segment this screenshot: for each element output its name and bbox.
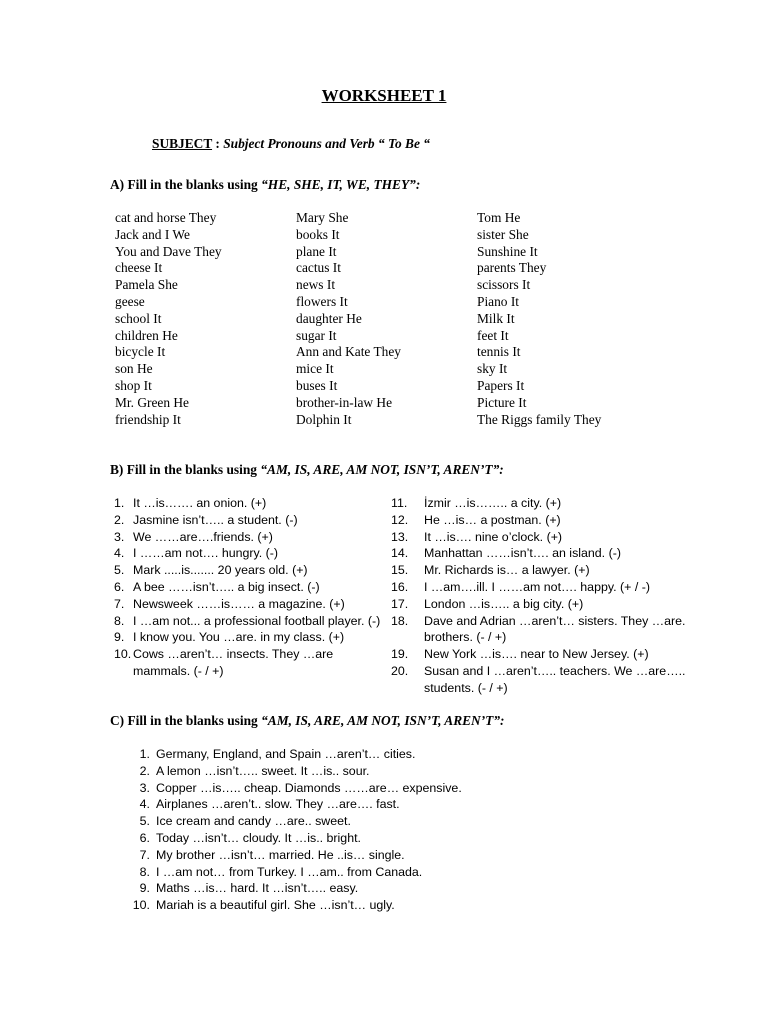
item-number: 7. bbox=[114, 596, 125, 611]
answer-entry: The Riggs family They bbox=[477, 411, 602, 427]
answer-entry: tennis It bbox=[477, 344, 521, 360]
item-text: I …am not… from Turkey. I …am.. from Canada. bbox=[156, 864, 423, 879]
exercise-item bbox=[391, 495, 731, 512]
answer-entry: Jack and I We bbox=[115, 226, 190, 242]
exercise-item bbox=[391, 512, 731, 529]
exercise-item bbox=[132, 830, 462, 847]
worksheet-title bbox=[0, 86, 768, 106]
subject-label: SUBJECT bbox=[152, 136, 213, 151]
exercise-item bbox=[114, 629, 386, 646]
section-b-heading-prefix: B) Fill in the blanks using bbox=[110, 462, 261, 477]
item-number: 17. bbox=[391, 596, 409, 611]
item-text: New York …is…. near to New Jersey. (+) bbox=[424, 647, 649, 662]
section-a-column-3 bbox=[477, 210, 601, 428]
section-b-right-column bbox=[391, 495, 731, 697]
subject-line bbox=[152, 136, 430, 152]
item-number: 1. bbox=[139, 747, 150, 761]
item-text: Maths …is… hard. It …isn’t….. easy. bbox=[156, 881, 359, 896]
subject-topic: Subject Pronouns and Verb “ To Be “ bbox=[223, 136, 430, 151]
item-number: 8. bbox=[139, 864, 150, 879]
item-text: Manhattan ……isn’t…. an island. (-) bbox=[424, 546, 621, 561]
item-number: 19. bbox=[391, 647, 409, 662]
item-text: I know you. You …are. in my class. (+) bbox=[133, 630, 345, 645]
answer-entry: books It bbox=[296, 226, 340, 242]
answer-entry: sugar It bbox=[296, 327, 337, 343]
item-text: It …is……. an onion. (+) bbox=[133, 496, 267, 510]
exercise-item bbox=[391, 663, 731, 697]
answer-entry: cat and horse They bbox=[115, 210, 217, 225]
item-text: Newsweek ……is…… a magazine. (+) bbox=[133, 596, 345, 611]
exercise-item bbox=[132, 864, 462, 881]
section-a-column-1 bbox=[115, 210, 222, 428]
exercise-item bbox=[132, 897, 462, 914]
answer-entry: Ann and Kate They bbox=[296, 344, 401, 360]
section-c-heading-prefix: C) Fill in the blanks using bbox=[110, 713, 262, 728]
answer-entry: Mr. Green He bbox=[115, 394, 189, 410]
exercise-item bbox=[114, 545, 386, 562]
answer-entry: Piano It bbox=[477, 293, 520, 309]
section-a-column-2 bbox=[296, 210, 401, 428]
answer-entry: sister She bbox=[477, 226, 529, 242]
section-b-heading-quote: “AM, IS, ARE, AM NOT, ISN’T, AREN’T”: bbox=[260, 462, 504, 477]
item-number: 1. bbox=[114, 496, 125, 510]
exercise-item bbox=[114, 579, 386, 596]
answer-entry: Picture It bbox=[477, 394, 527, 410]
answer-entry: cheese It bbox=[115, 260, 163, 276]
section-b-left-column bbox=[114, 495, 386, 680]
item-number: 3. bbox=[114, 529, 125, 544]
answer-entry: parents They bbox=[477, 260, 547, 276]
answer-entry: bicycle It bbox=[115, 344, 166, 360]
item-text: A bee ……isn’t….. a big insect. (-) bbox=[133, 579, 320, 594]
item-number: 9. bbox=[114, 630, 125, 645]
item-text: Cows …aren’t… insects. They …are mammals. (- / +) bbox=[133, 647, 334, 678]
item-text: Today …isn’t… cloudy. It …is.. bright. bbox=[156, 830, 361, 845]
item-text: London …is….. a big city. (+) bbox=[424, 596, 584, 611]
item-number: 20. bbox=[391, 663, 409, 678]
exercise-item bbox=[391, 562, 731, 579]
answer-entry: buses It bbox=[296, 377, 338, 393]
item-number: 8. bbox=[114, 613, 125, 628]
item-text: Copper …is….. cheap. Diamonds ……are… expensive. bbox=[156, 780, 462, 795]
item-number: 11. bbox=[391, 496, 408, 510]
answer-entry: son He bbox=[115, 361, 153, 377]
item-number: 15. bbox=[391, 563, 409, 578]
answer-entry: news It bbox=[296, 277, 336, 293]
item-number: 7. bbox=[139, 847, 150, 862]
item-number: 14. bbox=[391, 546, 409, 561]
answer-entry: Papers It bbox=[477, 377, 525, 393]
section-c-heading bbox=[110, 713, 505, 729]
answer-entry: children He bbox=[115, 327, 178, 343]
exercise-item bbox=[132, 880, 462, 897]
answer-entry: Mary She bbox=[296, 210, 349, 225]
exercise-item bbox=[114, 596, 386, 613]
item-text: He …is… a postman. (+) bbox=[424, 512, 561, 527]
answer-entry: flowers It bbox=[296, 293, 348, 309]
item-number: 18. bbox=[391, 613, 409, 628]
section-a-heading-quote: “HE, SHE, IT, WE, THEY”: bbox=[261, 177, 421, 192]
item-number: 9. bbox=[139, 881, 150, 896]
exercise-item bbox=[391, 545, 731, 562]
item-number: 6. bbox=[139, 830, 150, 845]
exercise-item bbox=[114, 495, 386, 512]
exercise-item bbox=[391, 596, 731, 613]
exercise-item bbox=[132, 847, 462, 864]
section-c-heading-quote: “AM, IS, ARE, AM NOT, ISN’T, AREN’T”: bbox=[261, 713, 505, 728]
answer-entry: scissors It bbox=[477, 277, 531, 293]
answer-entry: Tom He bbox=[477, 210, 521, 225]
exercise-item bbox=[391, 579, 731, 596]
item-number: 16. bbox=[391, 579, 409, 594]
exercise-item bbox=[132, 796, 462, 813]
item-text: I …am….ill. I ……am not…. happy. (+ / -) bbox=[424, 579, 650, 594]
item-text: Ice cream and candy …are.. sweet. bbox=[156, 814, 351, 829]
answer-entry: school It bbox=[115, 310, 162, 326]
item-text: We ……are….friends. (+) bbox=[133, 529, 273, 544]
item-text: İzmir …is…….. a city. (+) bbox=[424, 496, 562, 510]
exercise-item bbox=[114, 646, 386, 680]
answer-entry: shop It bbox=[115, 377, 152, 393]
exercise-item bbox=[132, 746, 462, 763]
answer-entry: Sunshine It bbox=[477, 243, 538, 259]
answer-entry: sky It bbox=[477, 361, 508, 377]
item-number: 3. bbox=[139, 780, 150, 795]
answer-entry: cactus It bbox=[296, 260, 341, 276]
exercise-item bbox=[391, 529, 731, 546]
item-number: 6. bbox=[114, 579, 125, 594]
answer-entry: brother-in-law He bbox=[296, 394, 393, 410]
item-number: 12. bbox=[391, 512, 409, 527]
item-text: Airplanes …aren’t.. slow. They …are…. fast. bbox=[156, 797, 400, 812]
item-number: 10. bbox=[132, 898, 150, 913]
exercise-item bbox=[391, 613, 731, 647]
item-text: My brother …isn’t… married. He ..is… single. bbox=[156, 847, 405, 862]
section-a-heading-prefix: A) Fill in the blanks using bbox=[110, 177, 262, 192]
worksheet-title-text: WORKSHEET 1 bbox=[321, 86, 447, 105]
exercise-item bbox=[114, 529, 386, 546]
answer-entry: feet It bbox=[477, 327, 509, 343]
item-text: I …am not... a professional football player. (-) bbox=[133, 613, 381, 628]
item-text: Jasmine isn’t….. a student. (-) bbox=[133, 512, 298, 527]
item-number: 4. bbox=[139, 797, 150, 812]
exercise-item bbox=[114, 512, 386, 529]
section-c-list bbox=[132, 746, 462, 914]
item-number: 2. bbox=[139, 763, 150, 778]
answer-entry: Dolphin It bbox=[296, 411, 352, 427]
item-text: Mr. Richards is… a lawyer. (+) bbox=[424, 563, 590, 578]
exercise-item bbox=[132, 780, 462, 797]
item-text: Susan and I …aren’t….. teachers. We …are….. students. (- / +) bbox=[424, 663, 686, 695]
item-number: 10. bbox=[114, 647, 132, 662]
section-b-heading bbox=[110, 462, 504, 478]
item-text: Mark .....is....... 20 years old. (+) bbox=[133, 563, 308, 578]
answer-entry: You and Dave They bbox=[115, 243, 222, 259]
item-text: Mariah is a beautiful girl. She …isn’t… ugly. bbox=[156, 898, 395, 913]
item-text: Germany, England, and Spain …aren’t… cities. bbox=[156, 747, 416, 761]
exercise-item bbox=[132, 813, 462, 830]
item-text: I ……am not…. hungry. (-) bbox=[133, 546, 279, 561]
answer-entry: daughter He bbox=[296, 310, 362, 326]
subject-separator: : bbox=[212, 136, 224, 151]
answer-entry: Pamela She bbox=[115, 277, 178, 293]
item-number: 5. bbox=[114, 563, 125, 578]
item-number: 2. bbox=[114, 512, 125, 527]
item-text: Dave and Adrian …aren’t… sisters. They …are. brothers. (- / +) bbox=[424, 613, 686, 645]
item-number: 13. bbox=[391, 529, 409, 544]
exercise-item bbox=[391, 646, 731, 663]
answer-entry: plane It bbox=[296, 243, 337, 259]
section-a-heading bbox=[110, 177, 420, 193]
answer-entry: geese bbox=[115, 293, 145, 309]
exercise-item bbox=[114, 562, 386, 579]
answer-entry: mice It bbox=[296, 361, 334, 377]
item-text: It …is…. nine o’clock. (+) bbox=[424, 529, 563, 544]
item-text: A lemon …isn’t….. sweet. It …is.. sour. bbox=[156, 763, 370, 778]
item-number: 5. bbox=[139, 814, 150, 829]
exercise-item bbox=[114, 613, 386, 630]
answer-entry: friendship It bbox=[115, 411, 181, 427]
item-number: 4. bbox=[114, 546, 125, 561]
exercise-item bbox=[132, 763, 462, 780]
answer-entry: Milk It bbox=[477, 310, 515, 326]
